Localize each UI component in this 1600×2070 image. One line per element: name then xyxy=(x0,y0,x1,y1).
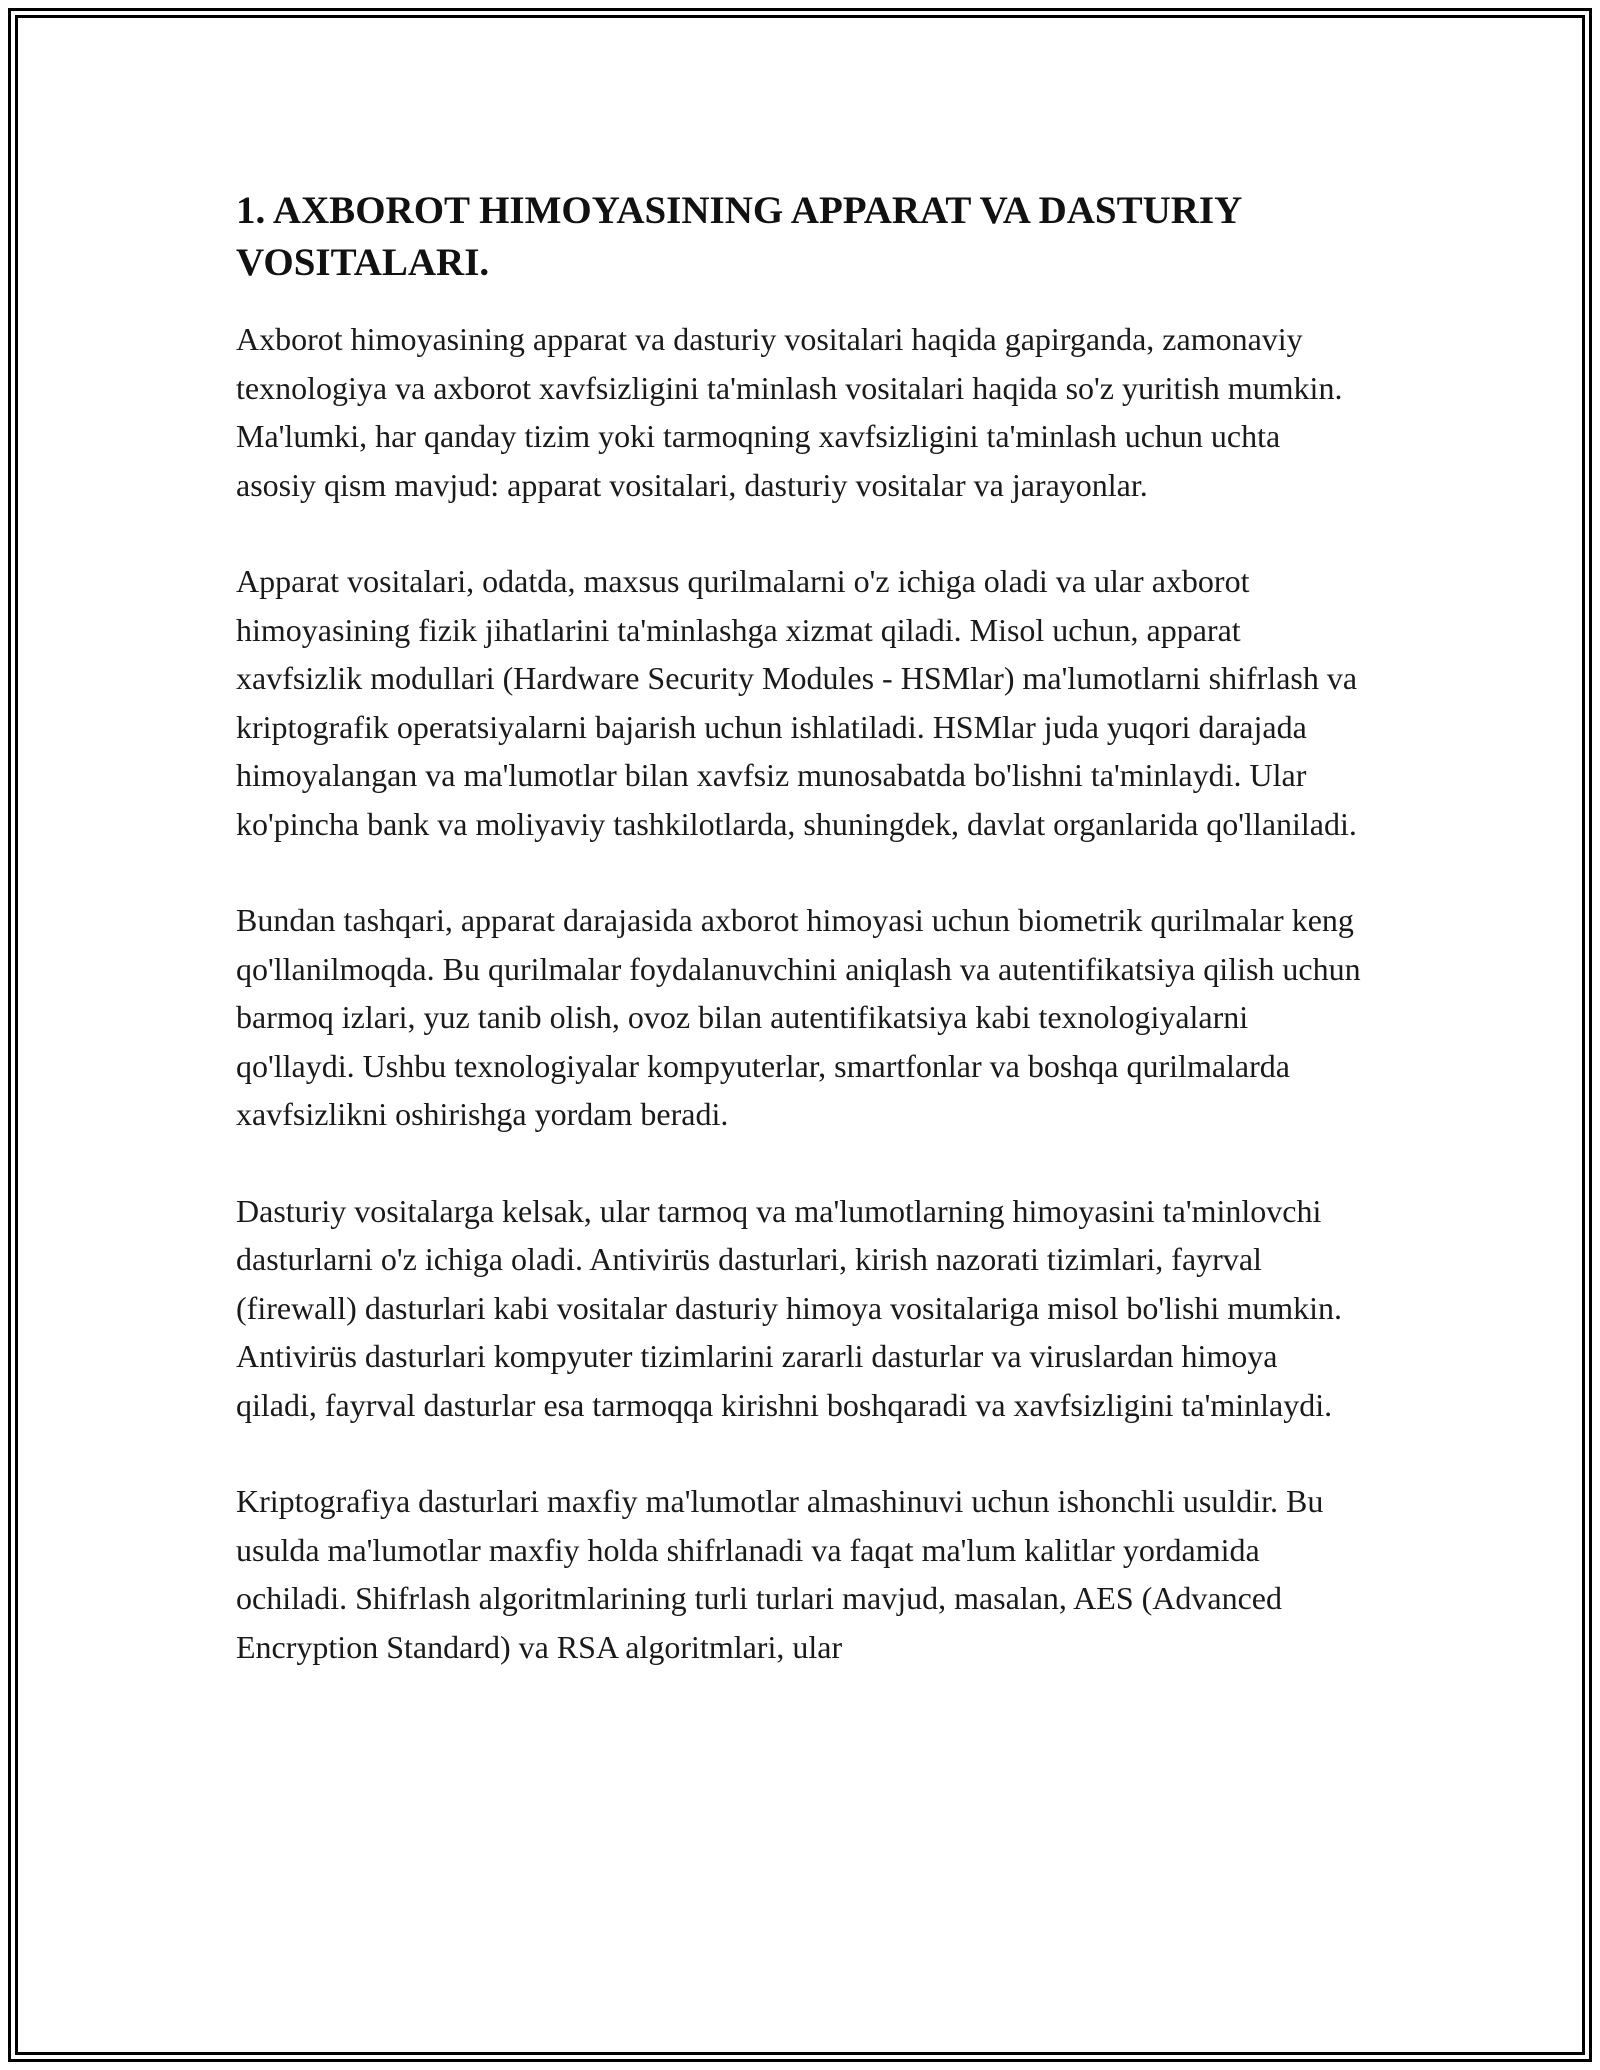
document-body xyxy=(236,185,1366,1671)
section-heading: 1. AXBOROT HIMOYASINING APPARAT VA DASTURIY VOSITALARI. xyxy=(236,189,1241,284)
paragraph-intro: Axborot himoyasining apparat va dasturiy vositalari haqida gapirganda, zamonaviy texnologiya va axborot xavfsizligini ta'minlash vositalari haqida so'z yuritish mumkin. Ma'lumki, har qanday tizim yoki tarmoqning xavfsizligini ta'minlash uchun uchta asosiy qism mavjud: apparat vositalari, dasturiy vositalar va jarayonlar. xyxy=(236,321,1343,503)
paragraph-biometric-devices: Bundan tashqari, apparat darajasida axborot himoyasi uchun biometrik qurilmalar keng qo'llanilmoqda. Bu qurilmalar foydalanuvchini aniqlash va autentifikatsiya qilish uchun barmoq izlari, yuz tanib olish, ovoz bilan autentifikatsiya kabi texnologiyalarni qo'llaydi. Ushbu texnologiyalar kompyuterlar, smartfonlar va boshqa qurilmalarda xavfsizlikni oshirishga yordam beradi. xyxy=(236,902,1361,1132)
paragraph-cryptography: Kriptografiya dasturlari maxfiy ma'lumotlar almashinuvi uchun ishonchli usuldir. Bu usulda ma'lumotlar maxfiy holda shifrlanadi va faqat ma'lum kalitlar yordamida ochiladi. Shifrlash algoritmlarining turli turlari mavjud, masalan, AES (Advanced Encryption Standard) va RSA algoritmlari, ular xyxy=(236,1483,1324,1665)
paragraph-hardware-tools: Apparat vositalari, odatda, maxsus qurilmalarni o'z ichiga oladi va ular axborot himoyasining fizik jihatlarini ta'minlashga xizmat qiladi. Misol uchun, apparat xavfsizlik modullari (Hardware Security Modules - HSMlar) ma'lumotlarni shifrlash va kriptografik operatsiyalarni bajarish uchun ishlatiladi. HSMlar juda yuqori darajada himoyalangan va ma'lumotlar bilan xavfsiz munosabatda bo'lishni ta'minlaydi. Ular ko'pincha bank va moliyaviy tashkilotlarda, shuningdek, davlat organlarida qo'llaniladi. xyxy=(236,563,1358,842)
paragraph-software-tools: Dasturiy vositalarga kelsak, ular tarmoq va ma'lumotlarning himoyasini ta'minlovchi dasturlarni o'z ichiga oladi. Antivirüs dasturlari, kirish nazorati tizimlari, fayrval (firewall) dasturlari kabi vositalar dasturiy himoya vositalariga misol bo'lishi mumkin. Antivirüs dasturlari kompyuter tizimlarini zararli dasturlar va viruslardan himoya qiladi, fayrval dasturlar esa tarmoqqa kirishni boshqaradi va xavfsizligini ta'minlaydi. xyxy=(236,1192,1342,1423)
